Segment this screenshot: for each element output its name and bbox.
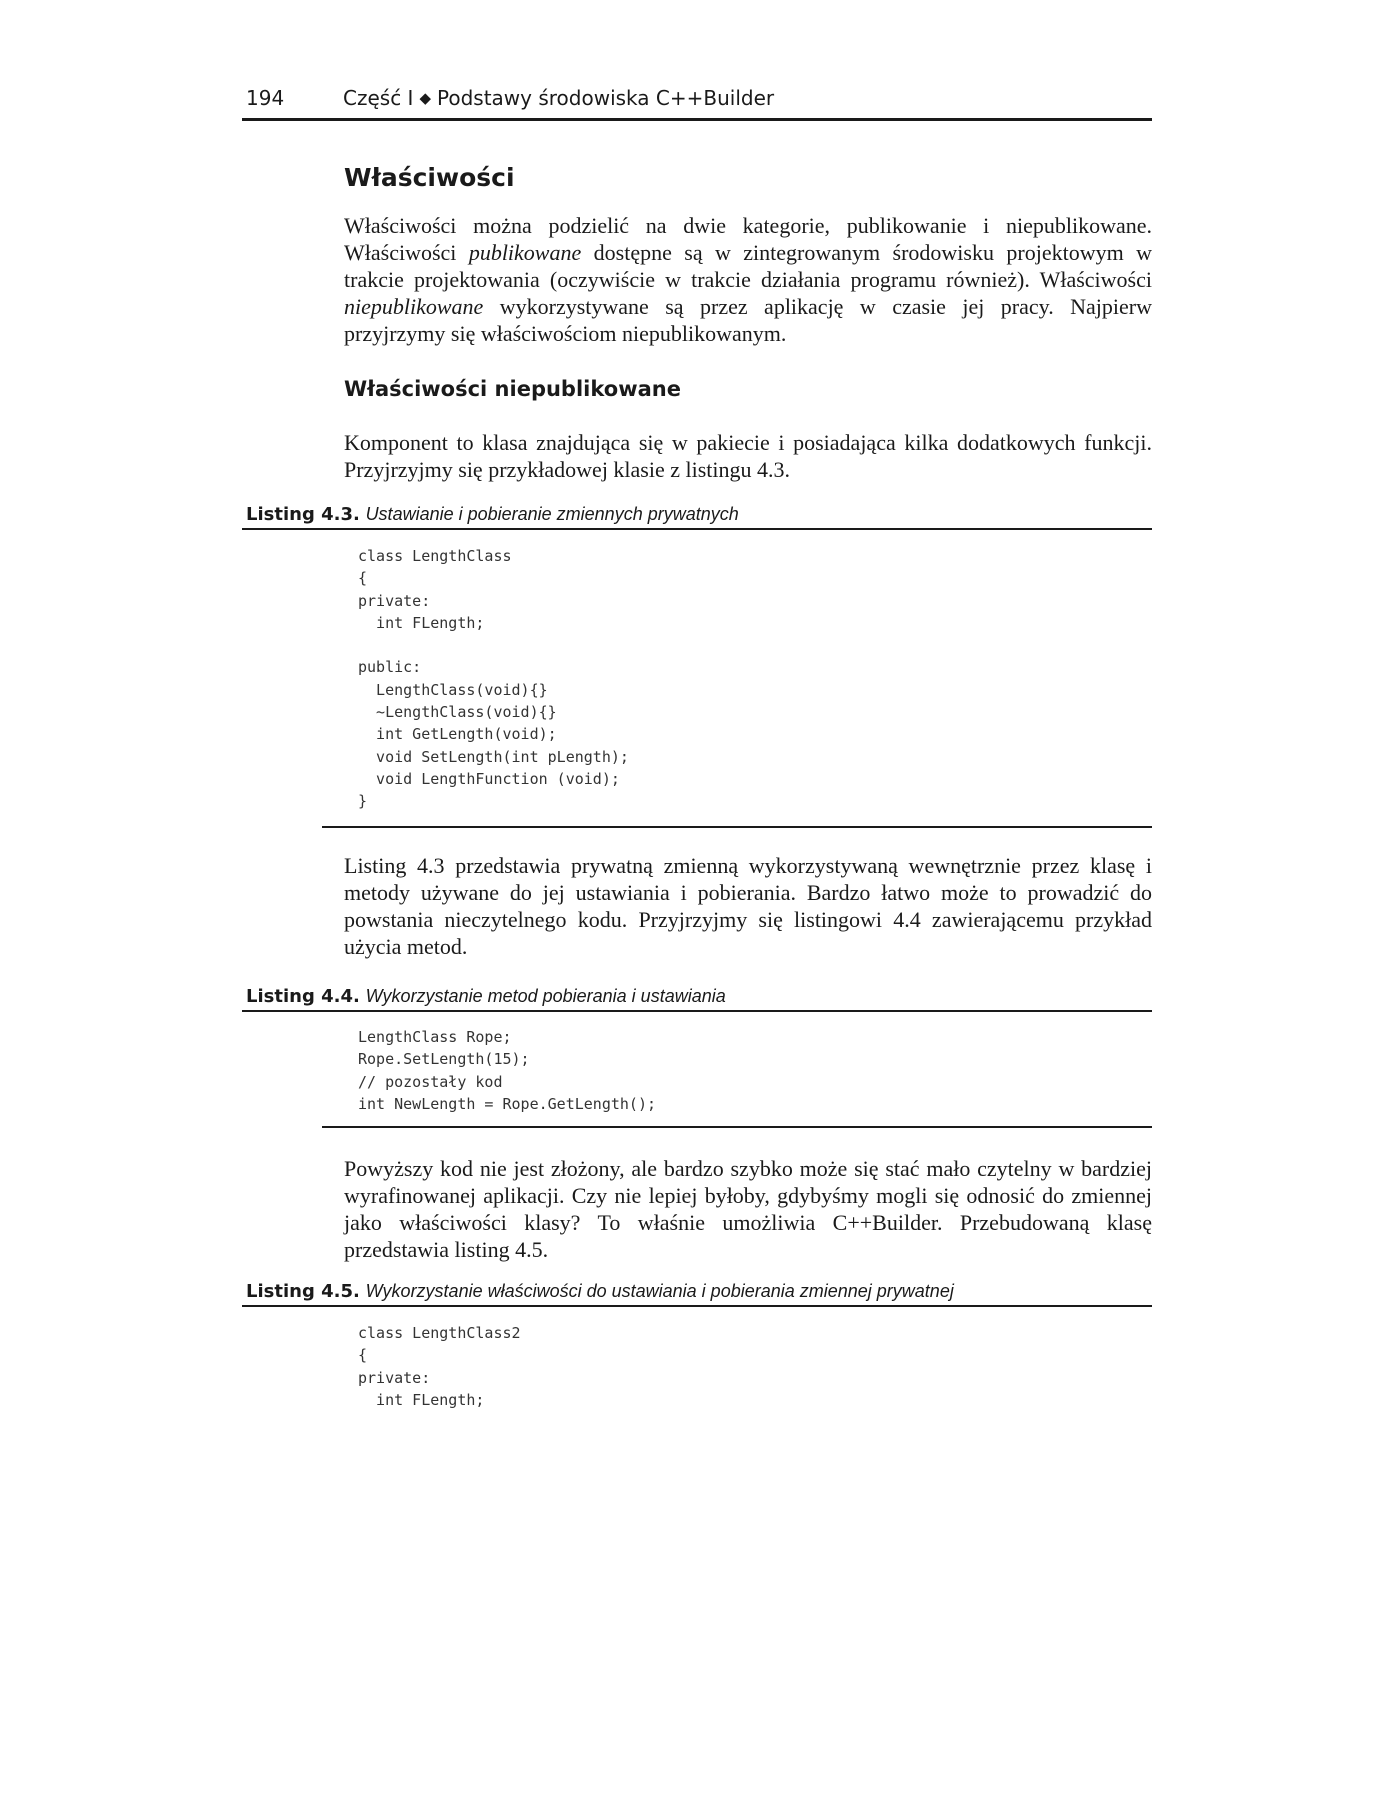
header-chapter-info: [343, 84, 774, 114]
listing-number: Listing 4.5.: [246, 1281, 360, 1302]
listing-caption: [242, 984, 1152, 1012]
listing-number: Listing 4.3.: [246, 504, 360, 525]
section-heading: Właściwości: [344, 163, 515, 192]
listing-number: Listing 4.4.: [246, 986, 360, 1007]
paragraph-readability: Powyższy kod nie jest złożony, ale bardzo szybko może się stać mało czytelny w bardziej wyrafinowanej aplikacji. Czy nie lepiej byłoby, gdybyśmy mogli się odnosić do zmiennej jako właściwości klasy? To właśnie umożliwia C++Builder. Przebudowaną klasę przedstawia listing 4.5.: [344, 1156, 1152, 1262]
paragraph-text: wykorzystywane są przez aplikację w czasie jej pracy. Najpierw przyjrzymy się właściwościom niepublikowanym.: [344, 294, 1152, 346]
emphasis-published: publikowane: [468, 240, 582, 265]
code-listing: LengthClass Rope; Rope.SetLength(15); // pozostały kod int NewLength = Rope.GetLength();: [358, 1028, 657, 1113]
paragraph-properties-intro: [344, 212, 1152, 347]
listing-title: Wykorzystanie właściwości do ustawiania i pobierania zmiennej prywatnej: [365, 1281, 954, 1301]
listing-caption: [242, 1279, 1152, 1307]
code-listing: class LengthClass { private: int FLength; public: LengthClass(void){} ~LengthClass(void){} int GetLength(void); void SetLength(int pLength); void LengthFunction (void); }: [358, 547, 629, 811]
listing-title: Wykorzystanie metod pobierania i ustawiania: [365, 986, 726, 1006]
diamond-separator-icon: ◆: [419, 89, 431, 107]
listing-caption: [242, 502, 1152, 530]
code-listing: class LengthClass2 { private: int FLength;: [358, 1324, 521, 1409]
running-header: [242, 84, 1152, 121]
listing-title: Ustawianie i pobieranie zmiennych prywatnych: [365, 504, 739, 524]
page-number: 194: [246, 86, 285, 110]
listing-end-rule: [322, 1126, 1152, 1128]
paragraph-listing-explanation: Listing 4.3 przedstawia prywatną zmienną wykorzystywaną wewnętrznie przez klasę i metody używane do jej ustawiania i pobierania. Bardzo łatwo może to prowadzić do powstania nieczytelnego kodu. Przyjrzyjmy się listingowi 4.4 zawierającemu przykład użycia metod.: [344, 853, 1152, 959]
subsection-heading: Właściwości niepublikowane: [344, 377, 681, 401]
listing-end-rule: [322, 826, 1152, 828]
emphasis-unpublished: niepublikowane: [344, 294, 484, 319]
paragraph-text: dostępne są w zintegrowanym środowisku projektowym w trakcie projektowania (oczywiście w trakcie działania programu również). Właściwości: [344, 240, 1152, 292]
paragraph-component: Komponent to klasa znajdująca się w pakiecie i posiadająca kilka dodatkowych funkcji. Przyjrzyjmy się przykładowej klasie z listingu 4.3.: [344, 430, 1152, 482]
paragraph-text: Właściwości można podzielić na dwie kategorie, publikowanie i niepublikowane. Właściwości: [344, 213, 1152, 265]
part-label: Część I: [343, 86, 414, 110]
book-title: Podstawy środowiska C++Builder: [437, 86, 775, 110]
